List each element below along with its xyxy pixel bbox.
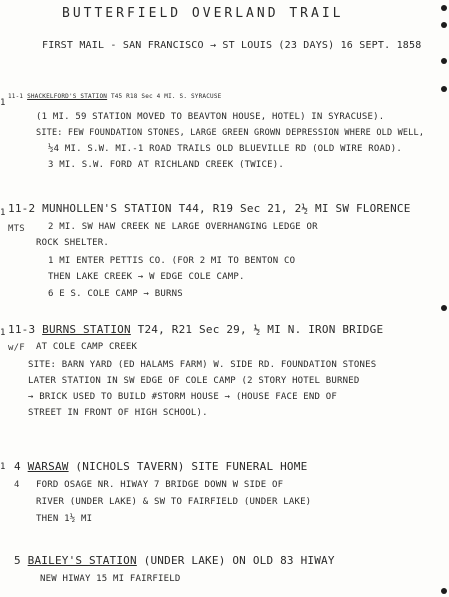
- entry-heading: [8, 202, 411, 215]
- margin-mark: 1: [0, 328, 6, 338]
- entry-number: 11-1: [8, 93, 24, 100]
- station-location: T24, R21 Sec 29, ½ MI N. IRON BRIDGE: [137, 323, 384, 336]
- entry-line: FORD OSAGE NR. HIWAY 7 BRIDGE DOWN W SIDE OF: [36, 480, 284, 490]
- entry-line: STREET IN FRONT OF HIGH SCHOOL).: [28, 408, 208, 418]
- station-name: SHACKELFORD'S STATION: [27, 93, 108, 100]
- entry-line: AT COLE CAMP CREEK: [36, 342, 138, 352]
- margin-mark: 1: [0, 98, 6, 108]
- punch-hole: [441, 58, 447, 64]
- entry-line: (1 MI. 59 STATION MOVED TO BEAVTON HOUSE, HOTEL) IN SYRACUSE).: [36, 112, 385, 122]
- entry-line: ROCK SHELTER.: [36, 238, 110, 248]
- punch-holes: [437, 0, 449, 597]
- station-name: MUNHOLLEN'S STATION: [42, 202, 172, 215]
- entry-line: LATER STATION IN SW EDGE OF COLE CAMP (2 STORY HOTEL BURNED: [28, 376, 360, 386]
- entry-line: SITE: FEW FOUNDATION STONES, LARGE GREEN GROWN DEPRESSION WHERE OLD WELL,: [36, 128, 425, 138]
- station-location: (NICHOLS TAVERN) SITE FUNERAL HOME: [75, 460, 308, 473]
- station-name: WARSAW: [27, 460, 69, 473]
- punch-hole: [441, 86, 447, 92]
- entry-number: 5: [14, 554, 21, 567]
- margin-note: MTS: [8, 224, 25, 234]
- entry-number: 11-3: [8, 323, 36, 336]
- entry-heading: [8, 93, 444, 100]
- punch-hole: [441, 305, 447, 311]
- entry-line: → BRICK USED TO BUILD #STORM HOUSE → (HOUSE FACE END OF: [28, 392, 338, 402]
- entry-line: THEN 1½ MI: [36, 514, 93, 524]
- entry-line: SITE: BARN YARD (ED HALAMS FARM) W. SIDE RD. FOUNDATION STONES: [28, 360, 377, 370]
- entry-line: 1 MI ENTER PETTIS CO. (FOR 2 MI TO BENTON CO: [48, 256, 296, 266]
- entry-line: 6 E S. COLE CAMP → BURNS: [48, 289, 183, 299]
- margin-mark: 1: [0, 208, 6, 218]
- entry-heading: [8, 323, 383, 336]
- entry-heading: [14, 554, 335, 567]
- punch-hole: [441, 588, 447, 594]
- entry-line: 3 MI. S.W. FORD AT RICHLAND CREEK (TWICE).: [48, 160, 284, 170]
- station-location: (UNDER LAKE) ON OLD 83 HIWAY: [143, 554, 335, 567]
- margin-mark: 1: [0, 462, 6, 472]
- punch-hole: [441, 22, 447, 28]
- entry-line: 2 MI. SW HAW CREEK NE LARGE OVERHANGING LEDGE OR: [48, 222, 318, 232]
- entry-line: NEW HIWAY 15 MI FAIRFIELD: [40, 574, 181, 584]
- entry-line: THEN LAKE CREEK → W EDGE COLE CAMP.: [48, 272, 245, 282]
- station-location: T44, R19 Sec 21, 2½ MI SW FLORENCE: [178, 202, 411, 215]
- entry-number: 4: [14, 460, 21, 473]
- station-name: BURNS STATION: [42, 323, 131, 336]
- entry-line: RIVER (UNDER LAKE) & SW TO FAIRFIELD (UNDER LAKE): [36, 497, 312, 507]
- page-subtitle: FIRST MAIL - SAN FRANCISCO → ST LOUIS (23 DAYS) 16 SEPT. 1858: [42, 40, 422, 51]
- station-location: T45 R18 Sec 4 MI. S. SYRACUSE: [110, 93, 222, 100]
- page-title: BUTTERFIELD OVERLAND TRAIL: [62, 6, 344, 21]
- entry-number: 11-2: [8, 202, 36, 215]
- station-name: BAILEY'S STATION: [27, 554, 137, 567]
- punch-hole: [441, 5, 447, 11]
- entry-heading: [14, 460, 307, 473]
- margin-note: w/F: [8, 343, 25, 353]
- margin-note: 4: [14, 480, 20, 490]
- entry-line: ½4 MI. S.W. MI.-1 ROAD TRAILS OLD BLUEVILLE RD (OLD WIRE ROAD).: [48, 144, 402, 154]
